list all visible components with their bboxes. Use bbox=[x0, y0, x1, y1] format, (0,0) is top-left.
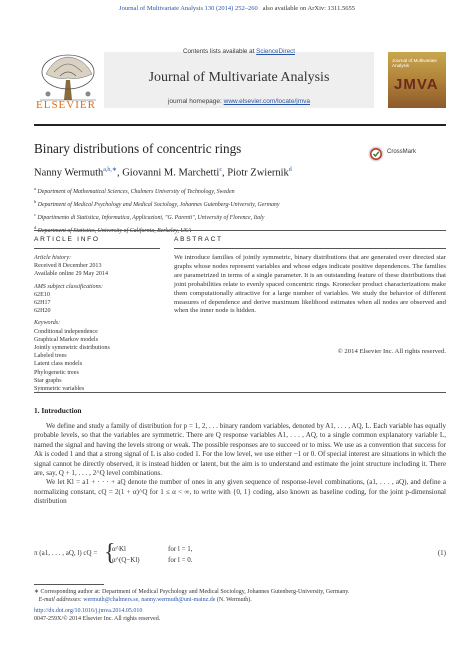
affiliation: $^b$ Department of Medical Psychology and Medical Sociology, Johannes Gutenberg-University, Germany bbox=[34, 198, 280, 208]
affiliation: d bbox=[34, 224, 37, 230]
cover-title: Journal of Multivariate Analysis bbox=[392, 58, 437, 69]
email-links[interactable]: wermuth@chalmers.se, nanny.wermuth@uni-mainz.de bbox=[83, 597, 216, 603]
keyword: Graphical Markov models bbox=[34, 336, 98, 343]
received-date: Received 8 December 2013 bbox=[34, 263, 102, 270]
paragraph: We let Kl = a1 + · · · + aQ denote the number of ones in any given sequence of response-level combinations, (a1, . . . , aQ), and define a normalizing constant, cQ = 2(1 + α)^Q for 1 ≤ α < ∞, to write with {0, 1} coding, also known as baseline coding, for the joint p-dimensional distribution bbox=[34, 478, 446, 506]
affiliations bbox=[34, 184, 444, 236]
journal-header bbox=[34, 48, 446, 118]
author-affil-mark[interactable]: c bbox=[219, 167, 222, 173]
abstract-rule bbox=[174, 248, 446, 249]
paragraph: We define and study a family of distribution for p = 1, 2, . . . binary random variables, denoted by A1, . . . , AQ, L. Each variable has equally probable levels, so that the variables are symmetric. There are Q response variables A1, . . . , AQ, to a single common explanatory variable L, named the signal and having the levels strong or weak. The possible responses are to succeed or to miss. We use as a convention that success for Ak is coded 1 and that a strong signal of L is also coded 1. For the low level, we use either −1 or 0. Of special interest are situations in which the signal cannot be directly observed, it is instead hidden or latent, but the aim is to understand and estimate the joint structure including it. There are, say, Q + 1, . . . , 2^Q level combinations. bbox=[34, 422, 446, 478]
footnotes bbox=[34, 588, 446, 604]
keyword: Star graphs bbox=[34, 377, 62, 384]
equation-conditions: for l = 1, for l = 0. bbox=[168, 545, 193, 564]
footnote-divider bbox=[34, 584, 104, 585]
affiliation-divider bbox=[34, 230, 446, 231]
corresponding-author-note: ∗ Corresponding author at: Department of Medical Psychology and Medical Sociology, Johannes Gutenberg-University, Germany. bbox=[34, 589, 350, 595]
article-info-panel bbox=[34, 254, 154, 393]
doi-link[interactable]: http://dx.doi.org/10.1016/j.jmva.2014.05.010 bbox=[34, 608, 143, 614]
equation-number: (1) bbox=[437, 549, 446, 557]
article-info-rule bbox=[34, 248, 160, 249]
crossmark-icon bbox=[368, 146, 384, 162]
equation-1 bbox=[34, 540, 446, 574]
doi-block bbox=[34, 607, 160, 623]
abstract-bottom-rule bbox=[34, 392, 446, 393]
contents-available-line: Contents lists available at ScienceDirect bbox=[182, 48, 295, 55]
journal-citation-line bbox=[0, 5, 474, 12]
ams-code: 62E10 bbox=[34, 291, 50, 298]
journal-ref-link[interactable]: Journal of Multivariate Analysis 130 (2014) 252–260 bbox=[119, 5, 258, 12]
introduction-body bbox=[34, 422, 446, 507]
crossmark-badge[interactable] bbox=[368, 146, 438, 162]
author-name: Giovanni M. Marchetti bbox=[122, 167, 220, 179]
issn-line: 0047-259X/© 2014 Elsevier Inc. All rights reserved. bbox=[34, 616, 161, 622]
history-label: Article history: bbox=[34, 255, 72, 261]
equation-cases: α^Kl α^(Q−Kl) bbox=[112, 545, 140, 564]
author-affil-mark[interactable]: d bbox=[288, 167, 292, 173]
journal-homepage-line: journal homepage: www.elsevier.com/locate/jmva bbox=[167, 98, 310, 105]
cover-acronym: JMVA bbox=[394, 76, 439, 93]
keyword: Latent class models bbox=[34, 361, 83, 368]
paper-title: Binary distributions of concentric rings bbox=[34, 141, 242, 156]
ams-code: 62H20 bbox=[34, 308, 51, 315]
journal-banner bbox=[104, 48, 374, 108]
elsevier-tree-icon bbox=[34, 52, 102, 102]
journal-cover-thumbnail bbox=[388, 52, 446, 108]
keyword: Phylogenetic trees bbox=[34, 369, 79, 376]
header-divider bbox=[34, 124, 446, 126]
available-date: Available online 29 May 2014 bbox=[34, 271, 109, 278]
affiliation: $^c$ Dipartimento di Statistica, Informatica, Applicazioni, "G. Parenti", University of Florence, Italy bbox=[34, 211, 265, 221]
keyword: Symmetric variables bbox=[34, 386, 85, 393]
ams-code: 62H17 bbox=[34, 300, 51, 307]
keyword: Labeled trees bbox=[34, 353, 67, 360]
sciencedirect-link[interactable]: ScienceDirect bbox=[256, 48, 295, 55]
journal-title: Journal of Multivariate Analysis bbox=[148, 70, 330, 85]
elsevier-logo bbox=[34, 52, 102, 114]
author-name: Nanny Wermuth bbox=[34, 167, 104, 179]
arxiv-note: also available on ArXiv: 1311.5655 bbox=[262, 5, 355, 12]
elsevier-wordmark: ELSEVIER bbox=[36, 99, 96, 111]
equation-lhs: π (a1, . . . , aQ, l) cQ = bbox=[34, 549, 98, 557]
section-heading-introduction: 1. Introduction bbox=[34, 406, 82, 415]
ams-label: AMS subject classifications: bbox=[34, 283, 104, 290]
crossmark-label: CrossMark bbox=[387, 149, 417, 155]
author-affil-mark[interactable]: a,b,∗ bbox=[103, 167, 117, 173]
journal-homepage-link[interactable]: www.elsevier.com/locate/jmva bbox=[223, 98, 310, 105]
affiliation: $^a$ Department of Mathematical Sciences, Chalmers University of Technology, Sweden bbox=[34, 186, 235, 195]
article-info-heading: ARTICLE INFO bbox=[34, 236, 100, 243]
author-list: Nanny Wermuth$^{a,b,∗}$, Giovanni M. Marchetti$^c$, Piotr Zwiernik$^d$ bbox=[34, 167, 292, 179]
abstract-text: We introduce families of jointly symmetric, binary distributions that are generated over directed star graphs whose nodes represent variables and whose edges indicate positive dependences. The families are parametrized in terms of a single parameter. It is an outstanding feature of these distributions that joint probabilities relate to evenly spaced concentric rings. Kronecker product characterizations make them computationally attractive for a large number of variables. We study the behavior of different measures of dependence and derive maximum likelihood estimates when all nodes are observed and when the inner node is hidden. bbox=[174, 254, 446, 315]
keyword: Conditional independence bbox=[34, 328, 98, 335]
keyword: Jointly symmetric distributions bbox=[34, 345, 110, 352]
email-note: E-mail addresses: wermuth@chalmers.se, nanny.wermuth@uni-mainz.de (N. Wermuth). bbox=[38, 597, 252, 603]
abstract-heading: ABSTRACT bbox=[174, 236, 223, 243]
author-name: Piotr Zwiernik bbox=[227, 167, 289, 179]
abstract-copyright: © 2014 Elsevier Inc. All rights reserved. bbox=[337, 348, 446, 355]
equation-brace: { bbox=[104, 540, 116, 566]
keywords-label: Keywords: bbox=[34, 320, 61, 327]
